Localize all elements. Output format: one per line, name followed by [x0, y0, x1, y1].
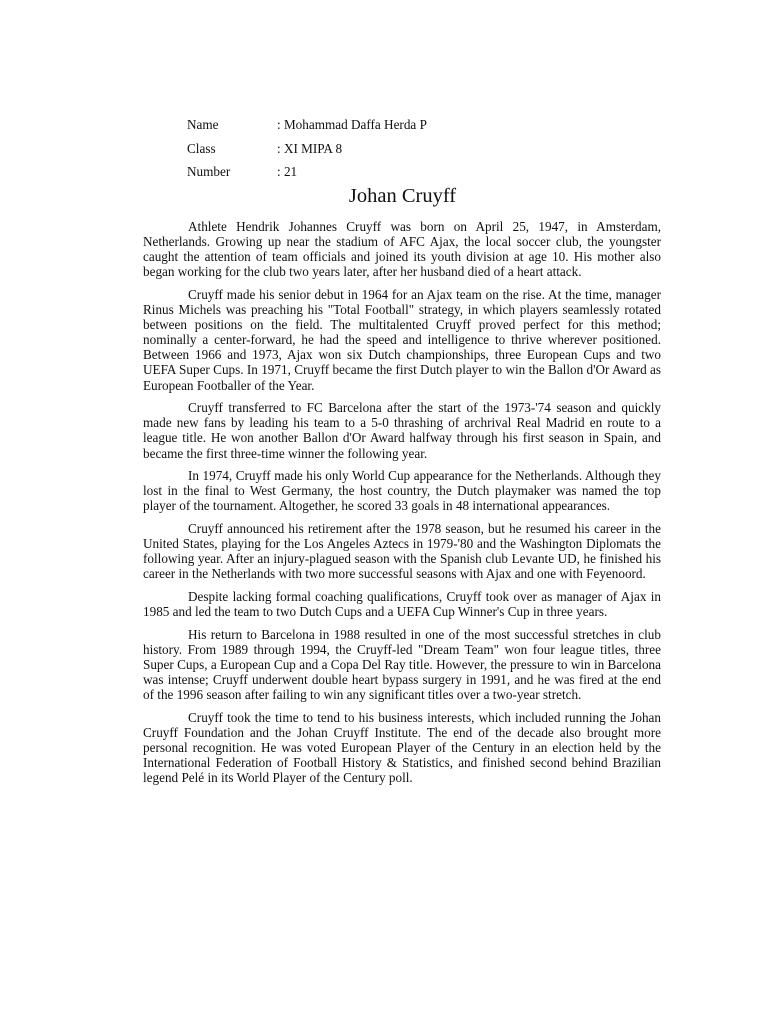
number-row: [187, 160, 427, 184]
number-label: Number: [187, 164, 231, 179]
paragraph-barcelona-transfer: Cruyff transferred to FC Barcelona after the start of the 1973-'74 season and quickly made new fans by leading his team to a 5-0 thrashing of archrival Real Madrid en route to a league title. He won another Ballon d'Or Award halfway through his first season in Spain, and became the first three-time winner the following year.: [143, 400, 661, 461]
name-row: [187, 113, 427, 137]
paragraph-retirement: Cruyff announced his retirement after the 1978 season, but he resumed his career in the United States, playing for the Los Angeles Aztecs in 1979-'80 and the Washington Diplomats the following year. After an injury-plagued season with the Spanish club Levante UD, he finished his career in the Netherlands with two more successful seasons with Ajax and one with Feyenoord.: [143, 521, 661, 582]
paragraph-ajax-manager: Despite lacking formal coaching qualifications, Cruyff took over as manager of Ajax in 1985 and led the team to two Dutch Cups and a UEFA Cup Winner's Cup in three years.: [143, 589, 661, 620]
class-value: : XI MIPA 8: [277, 140, 343, 156]
number-value: : 21: [277, 164, 298, 179]
name-value: : Mohammad Daffa Herda P: [277, 117, 427, 132]
paragraph-world-cup: In 1974, Cruyff made his only World Cup appearance for the Netherlands. Although they lost in the final to West Germany, the host country, the Dutch playmaker was named the top player of the tournament. Altogether, he scored 33 goals in 48 international appearances.: [143, 468, 661, 514]
paragraph-birth: Athlete Hendrik Johannes Cruyff was born on April 25, 1947, in Amsterdam, Netherlands. Growing up near the stadium of AFC Ajax, the local soccer club, the youngster caught the attention of team officials and joined its youth division at age 10. His mother also began working for the club two years later, after her husband died of a heart attack.: [143, 219, 661, 280]
essay-body: [143, 219, 661, 793]
paragraph-barcelona-return: His return to Barcelona in 1988 resulted in one of the most successful stretches in club history. From 1989 through 1994, the Cruyff-led "Dream Team" won four league titles, three Super Cups, a European Cup and a Copa Del Ray title. However, the pressure to win in Barcelona was intense; Cruyff underwent double heart bypass surgery in 1991, and he was fired at the end of the 1996 season after failing to win any significant titles over a two-year stretch.: [143, 626, 661, 703]
document-title: Johan Cruyff: [348, 185, 457, 207]
paragraph-ajax-debut: Cruyff made his senior debut in 1964 for an Ajax team on the rise. At the time, manager Rinus Michels was preaching his "Total Football" strategy, in which players seamlessly rotated between positions on the field. The multitalented Cruyff proved perfect for this method; nominally a center-forward, he had the speed and intelligence to thrive wherever positioned. Between 1966 and 1973, Ajax won six Dutch championships, three European Cups and two UEFA Super Cups. In 1971, Cruyff became the first Dutch player to win the Ballon d'Or Award as European Footballer of the Year.: [143, 286, 661, 393]
name-label: Name: [187, 117, 219, 132]
class-label: Class: [187, 140, 216, 156]
class-row: [187, 137, 427, 161]
student-info: [187, 113, 427, 184]
paragraph-recognition: Cruyff took the time to tend to his business interests, which included running the Johan Cruyff Foundation and the Johan Cruyff Institute. The end of the decade also brought more personal recognition. He was voted European Player of the Century in an election held by the International Federation of Football History & Statistics, and finished second behind Brazilian legend Pelé in its World Player of the Century poll.: [143, 709, 661, 786]
